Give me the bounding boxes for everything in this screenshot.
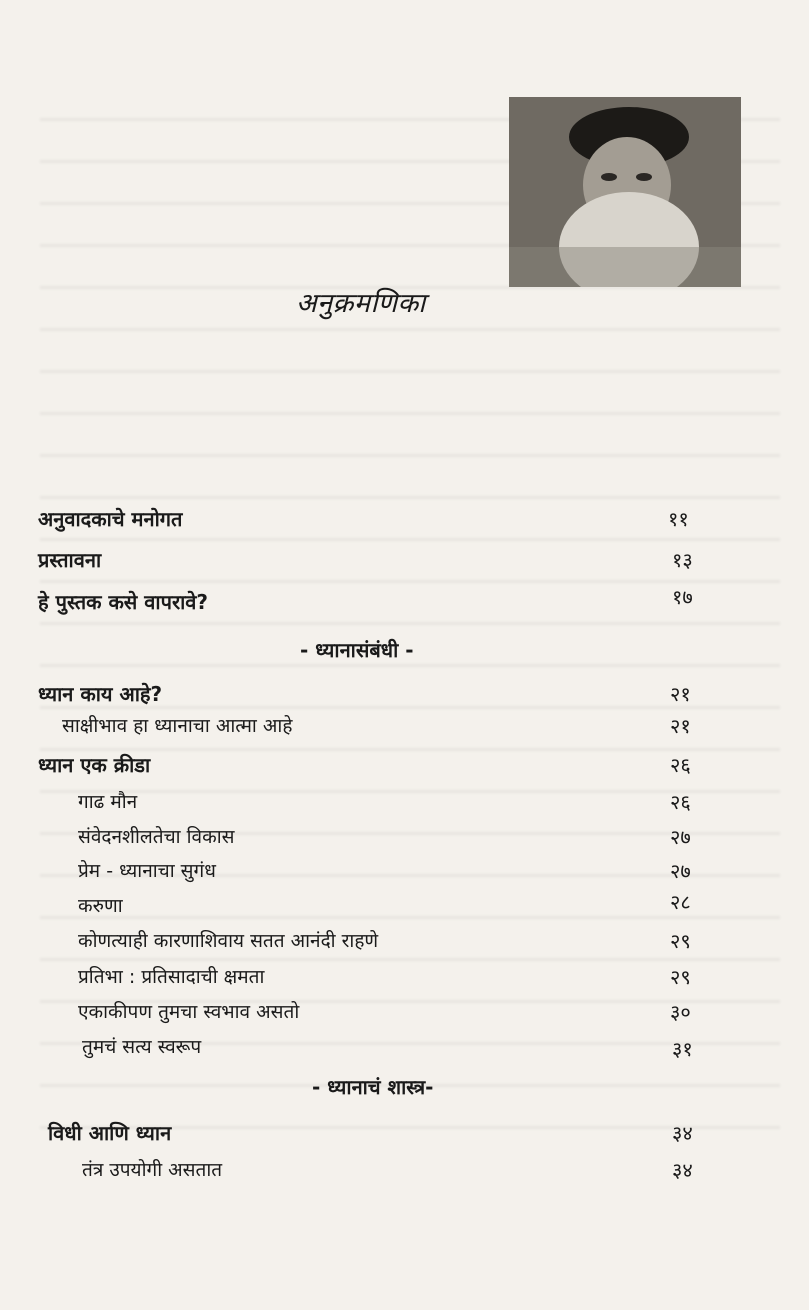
toc-page-number: १३ — [672, 548, 693, 572]
toc-entry[interactable]: प्रस्तावना — [38, 548, 102, 572]
toc-page-number: ३४ — [672, 1121, 693, 1145]
toc-entry[interactable]: ध्यान एक क्रीडा — [38, 753, 151, 777]
toc-entry[interactable]: हे पुस्तक कसे वापरावे? — [38, 590, 209, 614]
section-heading: - ध्यानासंबंधी - — [300, 638, 414, 662]
toc-page-number: २७ — [670, 859, 691, 883]
toc-subentry[interactable]: कोणत्याही कारणाशिवाय सतत आनंदी राहणे — [78, 930, 379, 952]
toc-subentry[interactable]: प्रेम - ध्यानाचा सुगंध — [78, 860, 216, 882]
section-heading: - ध्यानाचं शास्त्र- — [312, 1075, 434, 1099]
toc-page-number: ३० — [670, 1000, 691, 1024]
toc-entry[interactable]: अनुवादकाचे मनोगत — [38, 507, 183, 531]
toc-page-number: २९ — [670, 965, 691, 989]
toc-page-number: २६ — [670, 753, 691, 777]
toc-subentry[interactable]: संवेदनशीलतेचा विकास — [78, 826, 235, 848]
toc-page-number: ३४ — [672, 1158, 693, 1182]
page-title: अनुक्रमणिका — [296, 288, 426, 319]
toc-entry[interactable]: विधी आणि ध्यान — [48, 1121, 172, 1145]
toc-page-number: २६ — [670, 790, 691, 814]
toc-page-number: २१ — [670, 682, 691, 706]
toc-subentry[interactable]: प्रतिभा : प्रतिसादाची क्षमता — [78, 966, 265, 988]
toc-subentry[interactable]: गाढ मौन — [78, 791, 138, 813]
toc-subentry[interactable]: साक्षीभाव हा ध्यानाचा आत्मा आहे — [62, 715, 293, 737]
toc-page-number: २८ — [670, 890, 691, 914]
toc-page-number: २७ — [670, 825, 691, 849]
toc-page-number: २९ — [670, 929, 691, 953]
toc-subentry[interactable]: तंत्र उपयोगी असतात — [82, 1159, 223, 1181]
toc-page-number: २१ — [670, 714, 691, 738]
toc-page-number: १७ — [672, 585, 693, 609]
toc-page-number: ३१ — [672, 1037, 693, 1061]
toc-subentry[interactable]: एकाकीपण तुमचा स्वभाव असतो — [78, 1001, 300, 1023]
toc-page-number: ११ — [668, 507, 689, 531]
toc-entry[interactable]: ध्यान काय आहे? — [38, 682, 163, 706]
toc-subentry[interactable]: तुमचं सत्य स्वरूप — [82, 1036, 202, 1058]
toc-subentry[interactable]: करुणा — [78, 895, 123, 917]
portrait-illustration — [509, 97, 741, 287]
portrait-photo — [509, 97, 741, 287]
